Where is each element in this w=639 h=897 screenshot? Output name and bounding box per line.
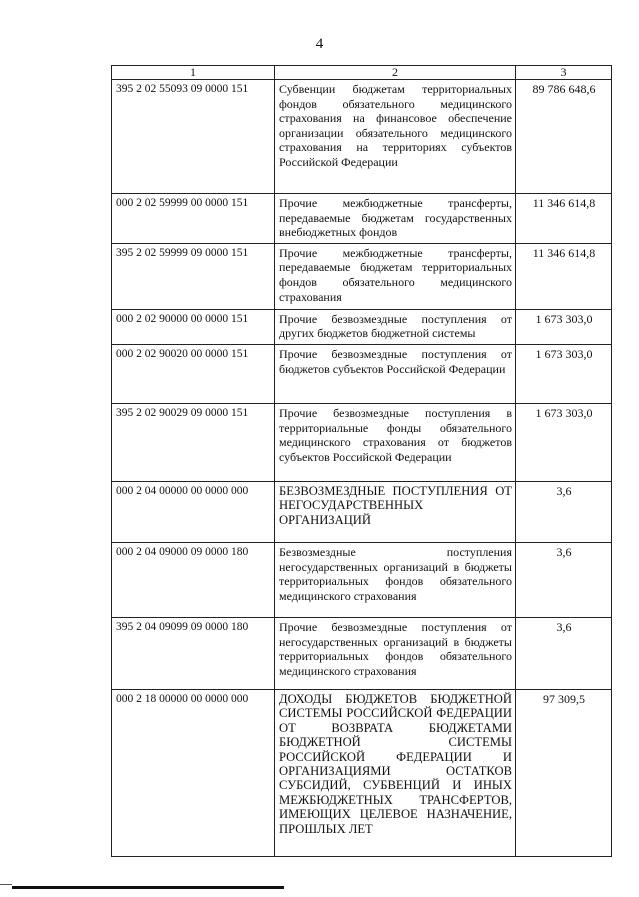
column-header-1: 1 xyxy=(112,66,275,80)
budget-code: 000 2 04 09000 09 0000 180 xyxy=(112,542,275,617)
budget-code: 000 2 18 00000 00 0000 000 xyxy=(112,689,275,856)
revenue-name: ДОХОДЫ БЮДЖЕТОВ БЮДЖЕТНОЙ СИСТЕМЫ РОССИЙСКОЙ ФЕДЕРАЦИИ ОТ ВОЗВРАТА БЮДЖЕТАМИ БЮДЖЕТНОЙ СИСТЕМЫ РОССИЙСКОЙ ФЕДЕРАЦИИ И ОРГАНИЗАЦИЯМИ ОСТАТКОВ СУБСИДИЙ, СУБВЕНЦИЙ И ИНЫХ МЕЖБЮДЖЕТНЫХ ТРАНСФЕРТОВ, ИМЕЮЩИХ ЦЕЛЕВОЕ НАЗНАЧЕНИЕ, ПРОШЛЫХ ЛЕТ xyxy=(275,689,516,856)
table-row xyxy=(112,309,612,344)
table-row xyxy=(112,194,612,244)
amount: 11 346 614,8 xyxy=(516,243,612,309)
revenue-table xyxy=(111,65,612,857)
revenue-name: Безвозмездные поступления негосударственных организаций в бюджеты территориальных фондов обязательного медицинского страхования xyxy=(275,542,516,617)
column-header-3: 3 xyxy=(516,66,612,80)
table-row xyxy=(112,689,612,856)
table-row xyxy=(112,80,612,194)
amount: 1 673 303,0 xyxy=(516,309,612,344)
budget-code: 395 2 02 90029 09 0000 151 xyxy=(112,403,275,481)
budget-code: 000 2 02 90000 00 0000 151 xyxy=(112,309,275,344)
budget-code: 000 2 04 00000 00 0000 000 xyxy=(112,481,275,542)
table-row xyxy=(112,481,612,542)
budget-code: 395 2 02 55093 09 0000 151 xyxy=(112,80,275,194)
table-row xyxy=(112,617,612,689)
amount: 3,6 xyxy=(516,481,612,542)
amount: 97 309,5 xyxy=(516,689,612,856)
column-header-2: 2 xyxy=(275,66,516,80)
revenue-name: Субвенции бюджетам территориальных фондов обязательного медицинского страхования на финансовое обеспечение организации обязательного медицинского страхования на территориях субъектов Российской Федерации xyxy=(275,80,516,194)
revenue-name: Прочие безвозмездные поступления от негосударственных организаций в бюджеты территориальных фондов обязательного медицинского страхования xyxy=(275,617,516,689)
amount: 1 673 303,0 xyxy=(516,344,612,403)
table-row xyxy=(112,403,612,481)
table-row xyxy=(112,542,612,617)
budget-code: 395 2 04 09099 09 0000 180 xyxy=(112,617,275,689)
revenue-name: Прочие безвозмездные поступления от бюджетов субъектов Российской Федерации xyxy=(275,344,516,403)
table-header-row xyxy=(112,66,612,80)
amount: 3,6 xyxy=(516,542,612,617)
amount: 89 786 648,6 xyxy=(516,80,612,194)
budget-code: 395 2 02 59999 09 0000 151 xyxy=(112,243,275,309)
footer-rule-tick xyxy=(0,884,12,885)
revenue-name: Прочие межбюджетные трансферты, передаваемые бюджетам государственных внебюджетных фондов xyxy=(275,194,516,244)
page-number: 4 xyxy=(315,36,324,52)
budget-code: 000 2 02 59999 00 0000 151 xyxy=(112,194,275,244)
table-row xyxy=(112,243,612,309)
amount: 1 673 303,0 xyxy=(516,403,612,481)
footer-rule xyxy=(12,886,284,889)
revenue-name: БЕЗВОЗМЕЗДНЫЕ ПОСТУПЛЕНИЯ ОТ НЕГОСУДАРСТВЕННЫХ ОРГАНИЗАЦИЙ xyxy=(275,481,516,542)
table-row xyxy=(112,344,612,403)
amount: 3,6 xyxy=(516,617,612,689)
amount: 11 346 614,8 xyxy=(516,194,612,244)
revenue-name: Прочие безвозмездные поступления от других бюджетов бюджетной системы xyxy=(275,309,516,344)
revenue-name: Прочие безвозмездные поступления в территориальные фонды обязательного медицинского страхования от бюджетов субъектов Российской Федерации xyxy=(275,403,516,481)
budget-code: 000 2 02 90020 00 0000 151 xyxy=(112,344,275,403)
revenue-name: Прочие межбюджетные трансферты, передаваемые бюджетам территориальных фондов обязательного медицинского страхования xyxy=(275,243,516,309)
